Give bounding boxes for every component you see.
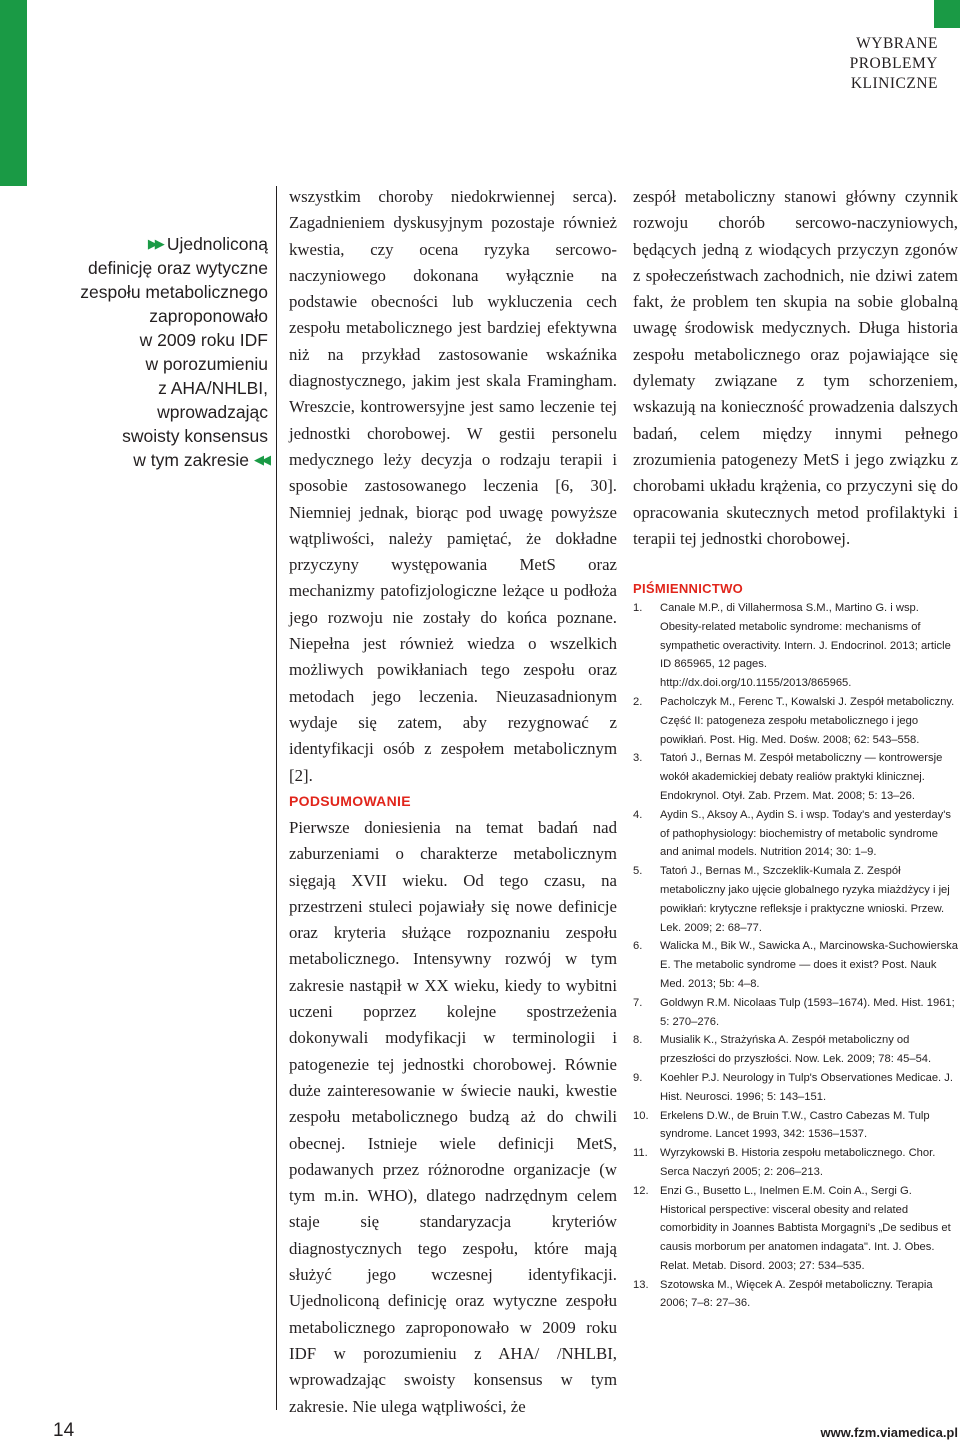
green-accent-bar-left <box>0 0 27 186</box>
reference-item: 5. Tatoń J., Bernas M., Szczeklik-Kumala Z. Zespół metaboliczny jako ujęcie globalnego ryzyka miażdżycy i jej powikłań: krytyczne refleksje i praktyczne wnioski. Przew. Lek. 2009; 2: 68–77. <box>633 865 950 934</box>
section-label-line-3: KLINICZNE <box>850 75 938 92</box>
conclusion-paragraph: zespół metaboliczny stanowi główny czynnik rozwoju chorób sercowo-naczyniowych, będących jedną z wiodących przyczyn zgonów z społeczeństwach zachodnich, nie dziwi zatem fakt, że problem ten skupia na sobie globalną uwagę środowisk medycznych. Długa historia zespołu metabolicznego oraz pojawiające się dylematy związane z tym schorzeniem, wskazują na konieczność prowadzenia dalszych badań, celem między innymi pełnego zrozumienia patogenezy MetS i jego związku z chorobami układu krążenia, co przyczyni się do opracowania skutecznych metod profilaktyki i terapii tej jednostki chorobowej. <box>633 187 958 548</box>
reference-item: 8. Musialik K., Strażyńska A. Zespół metaboliczny od przeszłości do przyszłości. Now. Lek. 2009; 78: 45–54. <box>633 1034 932 1066</box>
column-divider <box>276 186 277 1410</box>
reference-item: 9. Koehler P.J. Neurology in Tulp's Observationes Medicae. J. Hist. Neurosci. 1996; 5: 143–151. <box>633 1071 953 1103</box>
pull-quote-line: zaproponowało <box>149 306 268 326</box>
reference-item: 1. Canale M.P., di Villahermosa S.M., Martino G. i wsp. Obesity-related metabolic syndrome: mechanisms of sympathetic overactivity. Intern. J. Endocrinol. 2013; article ID 865965, 12 pages. http://dx.doi.org/10.1155/2013/865965. <box>633 602 951 690</box>
summary-column <box>289 815 617 1420</box>
pull-quote-line: definicję oraz wytyczne <box>88 258 268 278</box>
reference-item: 3. Tatoń J., Bernas M. Zespół metaboliczny — kontrowersje wokół akademickiej debaty realiów praktyki klinicznej. Endokrynol. Otył. Zab. Przem. Mat. 2008; 5: 13–26. <box>633 752 943 802</box>
body-column-right <box>633 184 958 552</box>
double-arrow-right-icon: ▶▶ <box>147 236 162 251</box>
pull-quote-line: z AHA/NHLBI, <box>158 378 268 398</box>
pull-quote-line: w tym zakresie ◀◀ <box>133 450 268 470</box>
reference-item: 10. Erkelens D.W., de Bruin T.W., Castro Cabezas M. Tulp syndrome. Lancet 1993, 342: 1536–1537. <box>633 1109 930 1141</box>
pull-quote-line: swoisty konsensus <box>122 426 268 446</box>
pull-quote-line: w porozumieniu <box>145 354 268 374</box>
reference-item: 13. Szotowska M., Więcek A. Zespół metaboliczny. Terapia 2006; 7–8: 27–36. <box>633 1278 933 1310</box>
pull-quote <box>40 232 268 472</box>
reference-item: 7. Goldwyn R.M. Nicolaas Tulp (1593–1674). Med. Hist. 1961; 5: 270–276. <box>633 996 955 1028</box>
summary-heading: PODSUMOWANIE <box>289 793 411 809</box>
section-label <box>738 34 938 94</box>
reference-item: 4. Aydin S., Aksoy A., Aydin S. i wsp. Today's and yesterday's of pathophysiology: biochemistry of metabolic syndrome and animal models. Nutrition 2014; 30: 1–9. <box>633 808 951 859</box>
pull-quote-line: wprowadzając <box>157 402 268 422</box>
pull-quote-line: ▶▶ Ujednoliconą <box>147 234 268 254</box>
website-url[interactable]: www.fzm.viamedica.pl <box>820 1425 958 1440</box>
pull-quote-line: w 2009 roku IDF <box>139 330 268 350</box>
references-list <box>633 599 958 1313</box>
references-heading: PIŚMIENNICTWO <box>633 581 744 596</box>
reference-item: 12. Enzi G., Busetto L., Inelmen E.M. Coin A., Sergi G. Historical perspective: visceral obesity and related comorbidity in Joannes Babtista Morgagni's „De sedibus et causis morborum per anatomen indagata". Int. J. Obes. Relat. Metab. Disord. 2003; 27: 534–535. <box>633 1184 951 1272</box>
section-label-line-2: PROBLEMY <box>849 55 938 72</box>
reference-item: 11. Wyrzykowski B. Historia zespołu metabolicznego. Chor. Serca Naczyń 2005; 2: 206–213. <box>633 1147 936 1178</box>
reference-item: 6. Walicka M., Bik W., Sawicka A., Marcinowska-Suchowierska E. The metabolic syndrome — does it exist? Post. Nauk Med. 2013; 5b: 4–8. <box>633 940 958 990</box>
body-paragraph: wszystkim choroby niedokrwiennej serca). Zagadnieniem dyskusyjnym pozostaje również kwestia, czy ocena ryzyka sercowo-naczyniowego dokonana wyłącznie na podstawie obecności lub wykluczenia cech zespołu metabolicznego jest bardziej efektywna niż na przykład zastosowanie wskaźnika diagnostycznego, jakim jest skala Framingham. Wreszcie, kontrowersyjne jest samo leczenie tej jednostki chorobowej. W gestii personelu medycznego leży decyzja o rodzaju terapii i sposobie zastosowanego leczenia [6, 30]. Niemniej jednak, biorąc pod uwagę powyższe wątpliwości, należy pamiętać, że dokładne przyczyny występowania MetS oraz mechanizmy patofizjologiczne leżące u podłoża jego rozwoju nie zostały do końca poznane. Niepełna jest również wiedza o wszelkich możliwych powikłaniach tego zespołu oraz metodach jego leczenia. Nieuzasadnionym wydaje się zatem, aby rezygnować z identyfikacji osób z zespołem metabolicznym [2]. <box>289 187 617 785</box>
summary-paragraph: Pierwsze doniesienia na temat badań nad zaburzeniami o charakterze metabolicznym sięgają XVII wieku. Od tego czasu, na przestrzeni stuleci pojawiały się nowe definicje oraz kryteria służące rozpoznaniu zespołu metabolicznego. Intensywny rozwój w tym zakresie nastąpił w XX wieku, kiedy to wybitni uczeni poprzez kolejne spostrzeżenia dokonywali modyfikacji w terminologii i patogenezie tej jednostki chorobowej. Równie duże zainteresowanie w świecie nauki, kwestie zespołu metabolicznego budzą aż do chwili obecnej. Istnieje wiele definicji MetS, podawanych przez różnorodne organizacje (w tym m.in. WHO), dlatego nadrzędnym celem staje się standaryzacja kryteriów diagnostycznych tego zespołu, które mają służyć jego wczesnej identyfikacji. Ujednoliconą definicję oraz wytyczne zespołu metabolicznego zaproponowało w 2009 roku IDF w porozumieniu z AHA/ /NHLBI, wprowadzając swoisty konsensus w tym zakresie. Nie ulega wątpliwości, że <box>289 818 617 1416</box>
double-arrow-left-icon: ◀◀ <box>254 452 268 467</box>
reference-item: 2. Pacholczyk M., Ferenc T., Kowalski J. Zespół metaboliczny. Część II: patogeneza zespołu metabolicznego i jego powikłań. Post. Hig. Med. Dośw. 2008; 62: 543–558. <box>633 695 955 746</box>
green-accent-bar-right <box>934 0 960 28</box>
section-label-line-1: WYBRANE <box>856 35 938 52</box>
page-number: 14 <box>53 1420 75 1441</box>
body-column-middle <box>289 184 617 789</box>
pull-quote-line: zespołu metabolicznego <box>80 282 268 302</box>
